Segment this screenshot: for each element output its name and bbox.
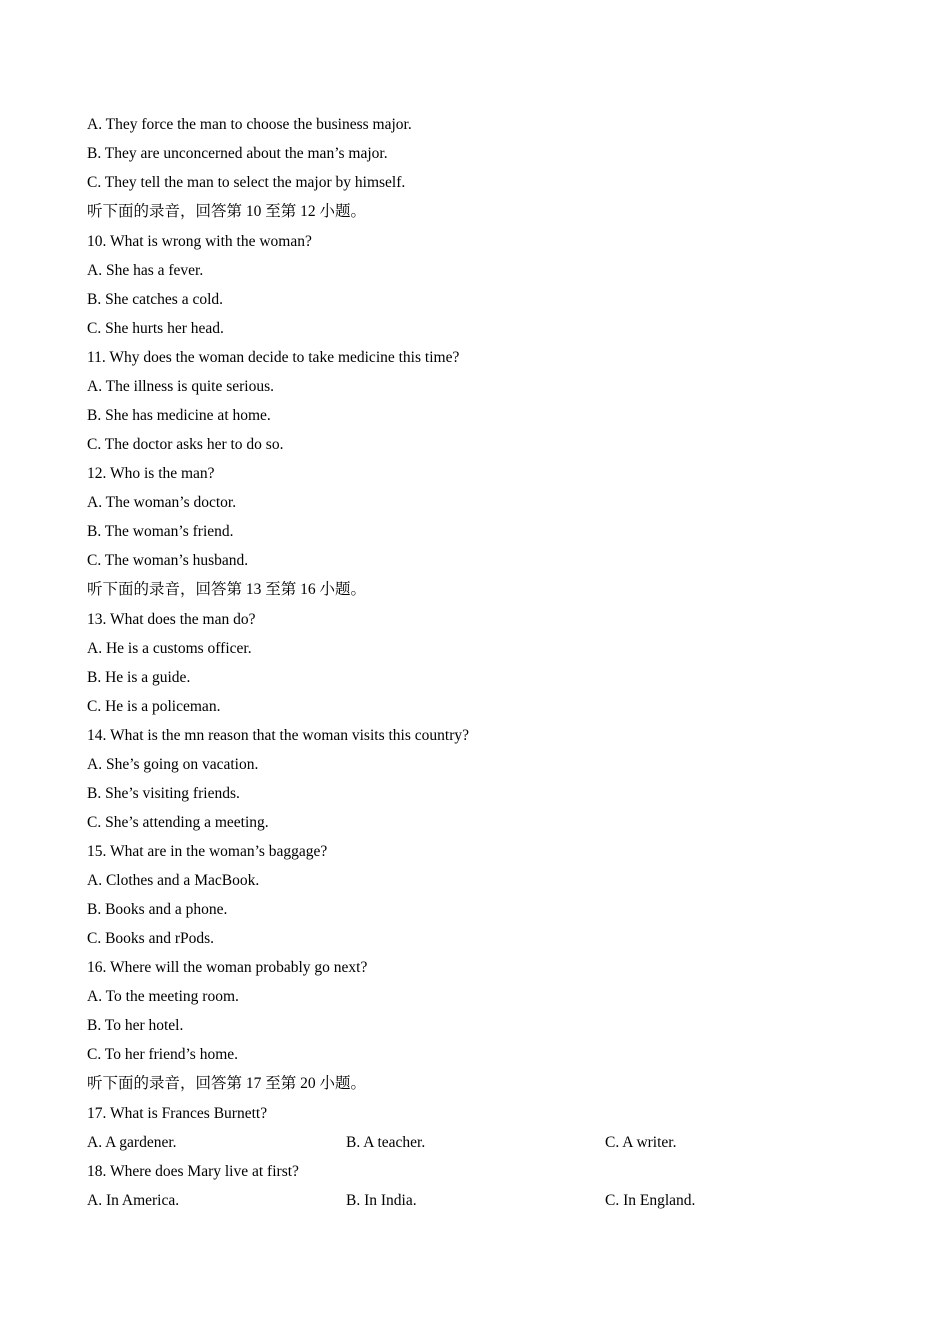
option-c: C. In England. [605, 1192, 696, 1209]
question-11: 11. Why does the woman decide to take medicine this time? [87, 349, 460, 366]
option-a: A. In America. [87, 1192, 180, 1209]
option-text: A. She has a fever. [87, 262, 204, 279]
option-b: B. In India. [346, 1192, 417, 1209]
option-text: C. To her friend’s home. [87, 1046, 239, 1063]
option-text: B. To her hotel. [87, 1017, 184, 1034]
option-text: B. She’s visiting friends. [87, 785, 240, 802]
option-text: B. She catches a cold. [87, 291, 224, 308]
question-16: 16. Where will the woman probably go next? [87, 959, 368, 976]
option-text: A. The illness is quite serious. [87, 378, 274, 395]
option-text: C. Books and rPods. [87, 930, 215, 947]
option-b: B. A teacher. [346, 1134, 426, 1151]
option-text: C. They tell the man to select the major by himself. [87, 174, 406, 191]
option-text: B. He is a guide. [87, 669, 191, 686]
option-text: C. The doctor asks her to do so. [87, 436, 284, 453]
option-text: A. Clothes and a MacBook. [87, 872, 260, 889]
option-text: C. She hurts her head. [87, 320, 224, 337]
option-text: A. The woman’s doctor. [87, 494, 237, 511]
question-10: 10. What is wrong with the woman? [87, 233, 312, 250]
section-instruction: 听下面的录音，回答第 17 至第 20 小题。 [87, 1075, 367, 1092]
option-text: B. They are unconcerned about the man’s major. [87, 145, 388, 162]
question-17: 17. What is Frances Burnett? [87, 1105, 268, 1122]
option-text: C. The woman’s husband. [87, 552, 249, 569]
option-a: A. A gardener. [87, 1134, 177, 1151]
option-text: B. Books and a phone. [87, 901, 228, 918]
page-content [87, 114, 887, 1219]
option-c: C. A writer. [605, 1134, 677, 1151]
option-text: B. She has medicine at home. [87, 407, 271, 424]
option-text: B. The woman’s friend. [87, 523, 234, 540]
option-text: A. She’s going on vacation. [87, 756, 259, 773]
question-18-options [87, 1190, 887, 1219]
option-text: A. They force the man to choose the business major. [87, 116, 412, 133]
question-12: 12. Who is the man? [87, 465, 215, 482]
option-text: C. He is a policeman. [87, 698, 221, 715]
section-instruction: 听下面的录音，回答第 10 至第 12 小题。 [87, 203, 367, 220]
question-13: 13. What does the man do? [87, 611, 256, 628]
question-14: 14. What is the mn reason that the woman visits this country? [87, 727, 469, 744]
option-text: C. She’s attending a meeting. [87, 814, 269, 831]
question-15: 15. What are in the woman’s baggage? [87, 843, 328, 860]
question-18: 18. Where does Mary live at first? [87, 1163, 299, 1180]
option-text: A. To the meeting room. [87, 988, 239, 1005]
option-text: A. He is a customs officer. [87, 640, 252, 657]
section-instruction: 听下面的录音，回答第 13 至第 16 小题。 [87, 581, 367, 598]
question-17-options [87, 1132, 887, 1161]
